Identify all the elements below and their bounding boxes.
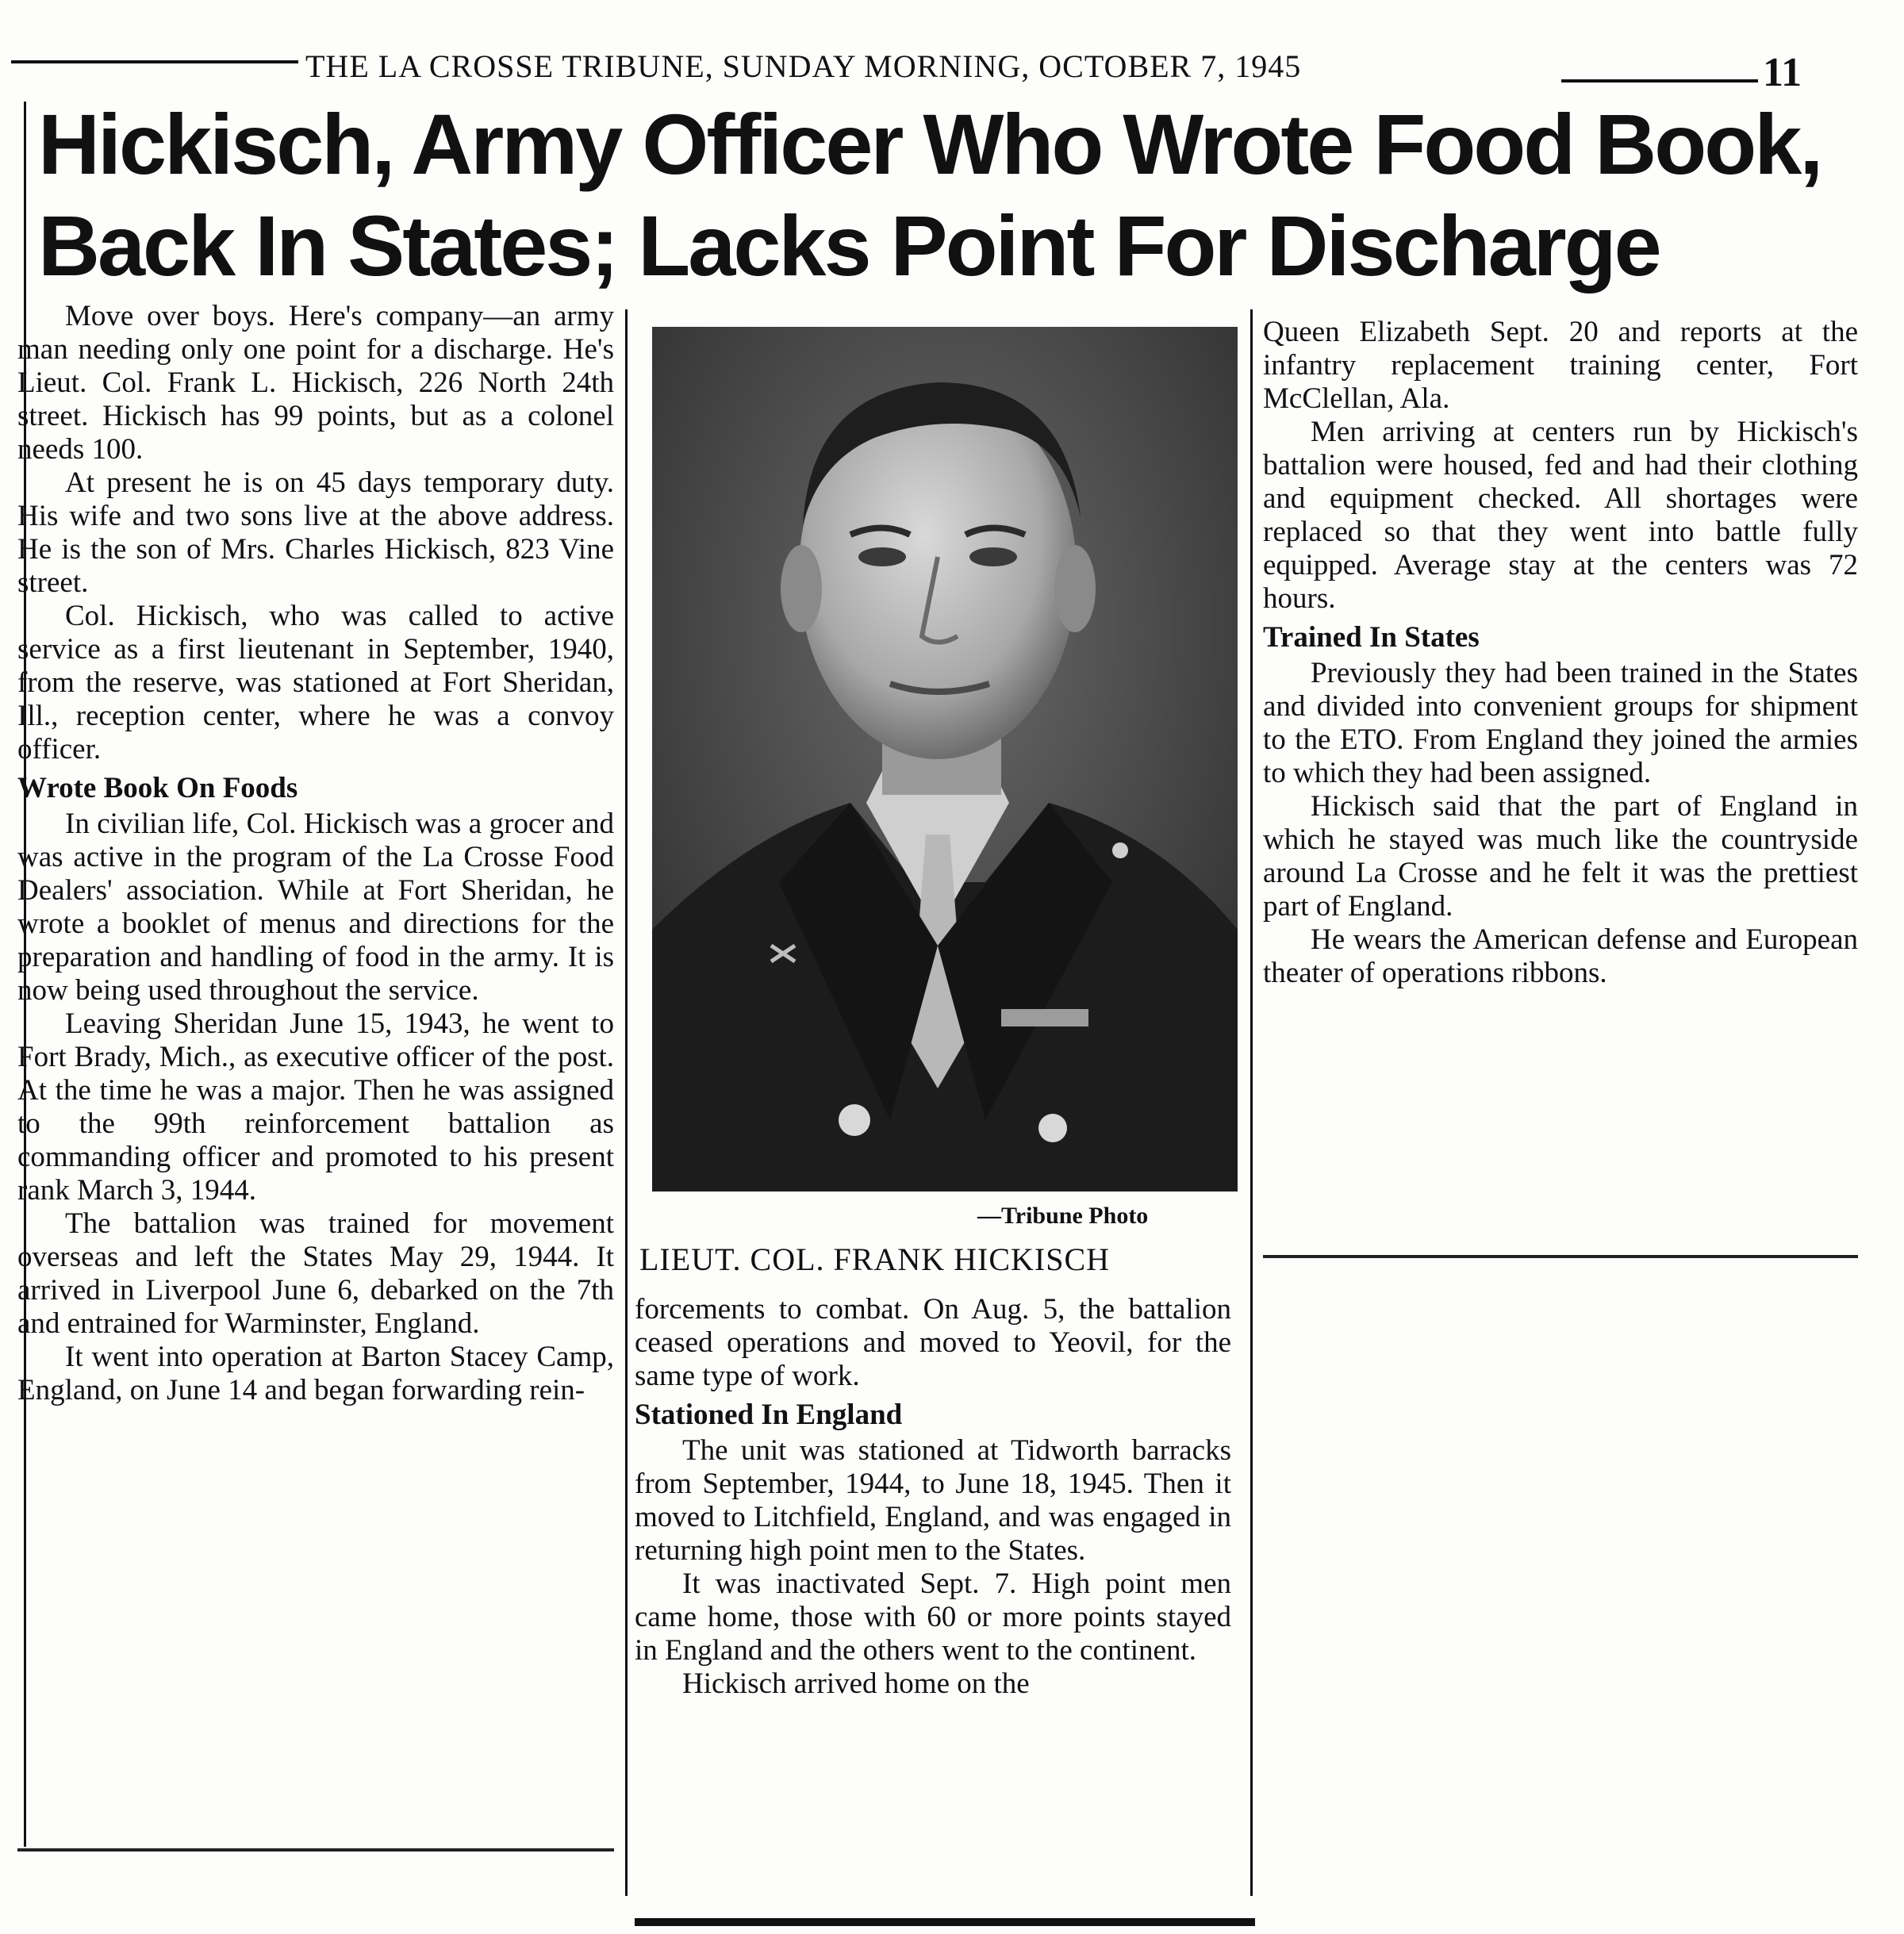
- photo-credit: —Tribune Photo: [977, 1203, 1149, 1229]
- headline-line-1: Hickisch, Army Officer Who Wrote Food Book,: [38, 96, 1821, 192]
- article-column-3: [1263, 316, 1858, 990]
- paragraph: Queen Elizabeth Sept. 20 and reports at the infantry replacement training center, Fort McClellan, Ala.: [1263, 316, 1858, 415]
- column-divider-1: [625, 309, 628, 1896]
- headline: [38, 94, 1879, 297]
- subhead-wrote-book: Wrote Book On Foods: [17, 772, 298, 804]
- masthead-rule-left: [11, 60, 298, 63]
- photo-caption: LIEUT. COL. FRANK HICKISCH: [639, 1241, 1111, 1277]
- paragraph: In civilian life, Col. Hickisch was a grocer and was active in the program of the La Crosse Food Dealers' association. While at Fort Sheridan, he wrote a booklet of menus and directions for the preparation and handling of food in the army. It is now being used throughout the service.: [17, 808, 614, 1007]
- page-number: 11: [1763, 50, 1802, 95]
- subhead-stationed-in-england: Stationed In England: [635, 1399, 903, 1431]
- portrait-illustration: [652, 327, 1238, 1191]
- paragraph: forcements to combat. On Aug. 5, the battalion ceased operations and moved to Yeovil, for the same type of work.: [635, 1293, 1231, 1392]
- column-2-bottom-bar: [635, 1918, 1255, 1926]
- paragraph: At present he is on 45 days temporary duty. His wife and two sons live at the above address. He is the son of Mrs. Charles Hickisch, 823 Vine street.: [17, 466, 614, 599]
- article-column-2: [635, 1293, 1231, 1701]
- paragraph: It was inactivated Sept. 7. High point men came home, those with 60 or more points stayed in England and the others went to the continent.: [635, 1568, 1231, 1667]
- paragraph: The battalion was trained for movement overseas and left the States May 29, 1944. It arrived in Liverpool June 6, debarked on the 7th and entrained for Warminster, England.: [17, 1207, 614, 1340]
- paragraph: Hickisch said that the part of England in which he stayed was much like the countryside around La Crosse and he felt it was the prettiest part of England.: [1263, 790, 1858, 923]
- column-1-end-rule: [17, 1848, 614, 1851]
- article-column-1: [17, 300, 614, 1407]
- masthead-line: THE LA CROSSE TRIBUNE, SUNDAY MORNING, OCTOBER 7, 1945: [305, 48, 1302, 84]
- portrait-photo: [652, 327, 1238, 1191]
- paragraph: Leaving Sheridan June 15, 1943, he went to Fort Brady, Mich., as executive officer of the post. At the time he was a major. Then he was assigned to the 99th reinforcement battalion as commanding officer and promoted to his present rank March 3, 1944.: [17, 1007, 614, 1207]
- paragraph: Hickisch arrived home on the: [682, 1667, 1030, 1700]
- masthead-rule-right: [1561, 79, 1758, 83]
- headline-line-2: Back In States; Lacks Point For Discharge: [38, 198, 1660, 294]
- paragraph: Previously they had been trained in the States and divided into convenient groups for shipment to the ETO. From England they joined the armies to which they had been assigned.: [1263, 657, 1858, 789]
- column-divider-2: [1250, 309, 1253, 1896]
- paragraph: Men arriving at centers run by Hickisch's battalion were housed, fed and had their clothing and equipment checked. All shortages were replaced so that they went into battle fully equipped. Average stay at the centers was 72 hours.: [1263, 416, 1858, 615]
- paragraph: Col. Hickisch, who was called to active service as a first lieutenant in September, 1940, from the reserve, was stationed at Fort Sheridan, Ill., reception center, where he was a convoy officer.: [17, 600, 614, 766]
- paragraph: He wears the American defense and European theater of operations ribbons.: [1263, 923, 1858, 989]
- paragraph: It went into operation at Barton Stacey Camp, England, on June 14 and began forwarding rein-: [17, 1341, 614, 1406]
- paragraph: Move over boys. Here's company—an army man needing only one point for a discharge. He's Lieut. Col. Frank L. Hickisch, 226 North 24th street. Hickisch has 99 points, but as a colonel needs 100.: [17, 300, 614, 466]
- subhead-trained-in-states: Trained In States: [1263, 621, 1480, 654]
- paragraph: The unit was stationed at Tidworth barracks from September, 1944, to June 18, 1945. Then it moved to Litchfield, England, and was engaged in returning high point men to the States.: [635, 1434, 1231, 1567]
- column-3-end-rule: [1263, 1255, 1858, 1258]
